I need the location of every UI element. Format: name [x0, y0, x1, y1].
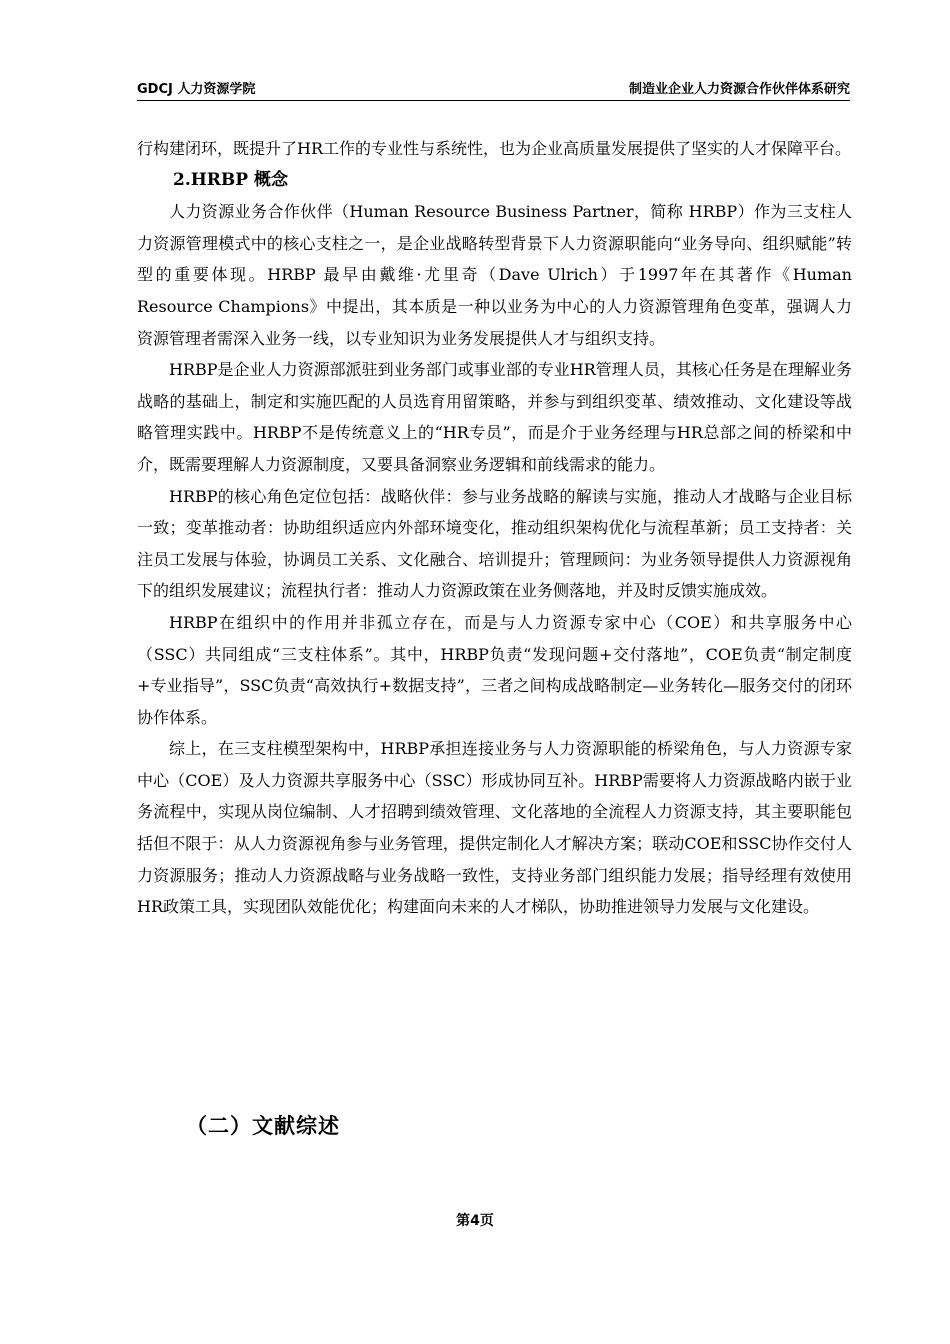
intro-paragraph: 行构建闭环，既提升了HR工作的专业性与系统性，也为企业高质量发展提供了坚实的人才保障平台。	[137, 139, 852, 158]
paragraph-three-pillars: HRBP在组织中的作用并非孤立存在，而是与人力资源专家中心（COE）和共享服务中心（SSC）共同组成“三支柱体系”。其中，HRBP负责“发现问题+交付落地”，COE负责“制定制度+专业指导”，SSC负责“高效执行+数据支持”，三者之间构成战略制定—业务转化—服务交付的闭环协作体系。	[137, 612, 852, 727]
paragraph-hrbp-role: HRBP是企业人力资源部派驻到业务部门或事业部的专业HR管理人员，其核心任务是在理解业务战略的基础上，制定和实施匹配的人员选育用留策略，并参与到组织变革、绩效推动、文化建设等战略管理实践中。HRBP不是传统意义上的“HR专员”，而是介于业务经理与HR总部之间的桥梁和中介，既需要理解人力资源制度，又要具备洞察业务逻辑和前线需求的能力。	[137, 360, 852, 474]
subheading-hrbp-concept: 2.HRBP 概念	[173, 169, 289, 190]
section-heading-literature-review: （二）文献综述	[186, 1114, 340, 1138]
header-rule	[137, 100, 850, 101]
header-right: 制造业企业人力资源合作伙伴体系研究	[628, 82, 850, 97]
body-text	[137, 133, 852, 923]
page-number: 第4页	[456, 1213, 494, 1229]
paragraph-core-roles: HRBP的核心角色定位包括：战略伙伴：参与业务战略的解读与实施，推动人才战略与企业目标一致；变革推动者：协助组织适应内外部环境变化，推动组织架构优化与流程革新；员工支持者：关注员工发展与体验，协调员工关系、文化融合、培训提升；管理顾问：为业务领导提供人力资源视角下的组织发展建议；流程执行者：推动人力资源政策在业务侧落地，并及时反馈实施成效。	[137, 486, 852, 601]
page-header	[137, 78, 850, 97]
paragraph-summary: 综上，在三支柱模型架构中，HRBP承担连接业务与人力资源职能的桥梁角色，与人力资源专家中心（COE）及人力资源共享服务中心（SSC）形成协同互补。HRBP需要将人力资源战略内嵌于业务流程中，实现从岗位编制、人才招聘到绩效管理、文化落地的全流程人力资源支持，其主要职能包括但不限于：从人力资源视角参与业务管理，提供定制化人才解决方案；联动COE和SSC协作交付人力资源服务；推动人力资源战略与业务战略一致性，支持业务部门组织能力发展；指导经理有效使用HR政策工具，实现团队效能优化；构建面向未来的人才梯队，协助推进领导力发展与文化建设。	[137, 739, 852, 917]
header-left: GDCJ 人力资源学院	[137, 82, 256, 97]
paragraph-definition: 人力资源业务合作伙伴（Human Resource Business Partner，简称 HRBP）作为三支柱人力资源管理模式中的核心支柱之一，是企业战略转型背景下人力资源职能向“业务导向、组织赋能”转型的重要体现。HRBP 最早由戴维·尤里奇（Dave Ulrich）于1997年在其著作《Human Resource Champions》中提出，其本质是一种以业务为中心的人力资源管理角色变革，强调人力资源管理者需深入业务一线，以专业知识为业务发展提供人才与组织支持。	[137, 202, 852, 348]
